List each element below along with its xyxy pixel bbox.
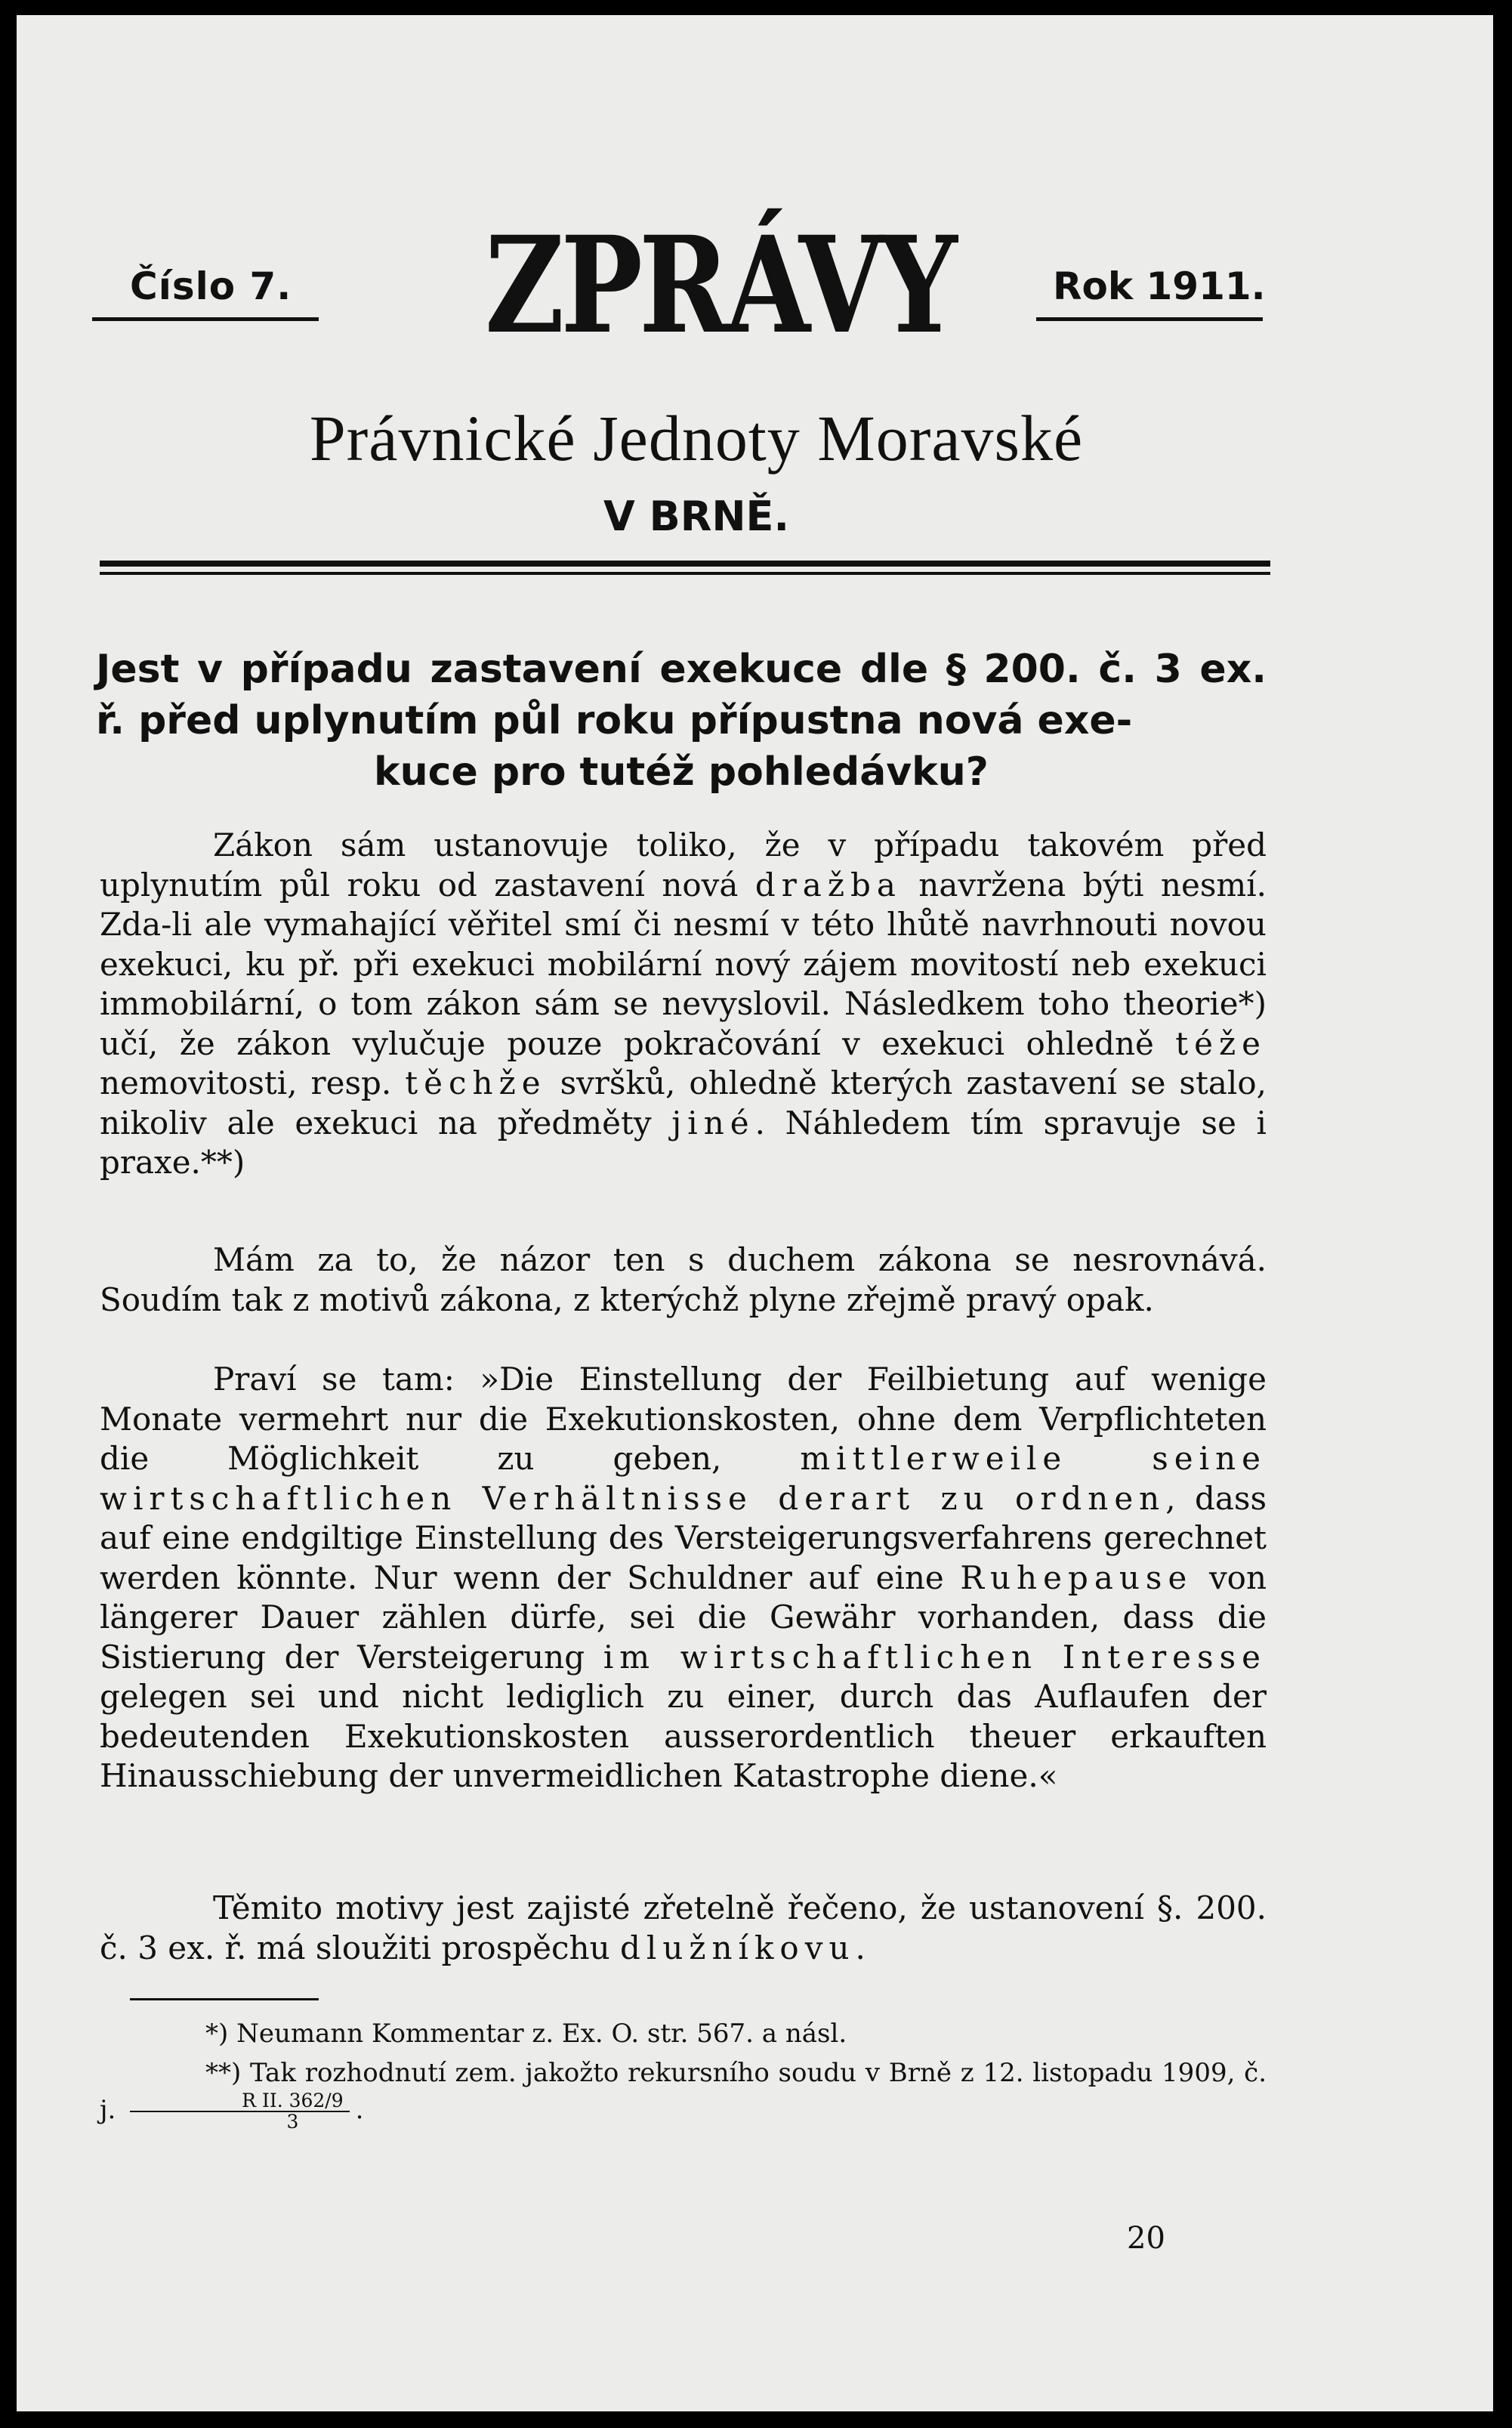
header-divider bbox=[100, 561, 1270, 567]
header-divider-thin bbox=[100, 572, 1270, 575]
publisher-name: Právnické Jednoty Moravské bbox=[309, 402, 1084, 474]
p1-text-b: navržena býti nesmí. Zda-li ale vymahající věřitel smí či nesmí v této lhůtě navrhnouti novou exekuci, ku př. při exekuci mobilární nový zájem movitostí neb exekuci immobilární, o tom zákon sám se nevyslovil. Následkem toho theorie*) učí, že zákon vylučuje pouze pokračování v exekuci ohledně bbox=[100, 866, 1267, 1062]
p1-emphasis-jine: jiné bbox=[671, 1104, 755, 1141]
year-underline bbox=[1036, 317, 1263, 321]
issue-number: Číslo 7. bbox=[130, 264, 292, 308]
article-title-line-2: kuce pro tutéž pohledávku? bbox=[374, 749, 989, 795]
document-page bbox=[17, 15, 1493, 2411]
case-reference-numerator: R II. 362/9 bbox=[130, 2091, 349, 2112]
footnote-1: *) Neumann Kommentar z. Ex. O. str. 567. a násl. bbox=[205, 2019, 847, 2049]
masthead-title: ZPRÁVY bbox=[485, 207, 954, 363]
publisher-city: V BRNĚ. bbox=[603, 493, 789, 540]
p3-text-a: Praví se tam: »Die Einstellung der Feilbietung auf wenige Monate vermehrt nur die Exekutionskosten, ohne dem Verpflichteten die Möglichkeit zu geben, bbox=[100, 1361, 1267, 1477]
p3-emphasis-ruhepause: Ruhepause bbox=[960, 1558, 1193, 1596]
p4-emphasis-dluznikovu: dlužníkovu bbox=[620, 1929, 856, 1966]
p3-emphasis-mittlerweile: mittlerweile seine wirtschaftlichen Verhältnisse derart zu ordnen bbox=[100, 1440, 1267, 1517]
p3-text-c: von längerer Dauer zählen dürfe, sei die Gewähr vorhanden, dass die Sistierung der Versteigerung bbox=[100, 1558, 1267, 1676]
paragraph-3 bbox=[100, 1360, 1267, 1796]
case-reference-fraction bbox=[130, 2091, 349, 2132]
footnote-2-text: **) Tak rozhodnutí zem. jakožto rekursního soudu v Brně z 12. listopadu 1909, č. j. bbox=[100, 2058, 1267, 2125]
issue-year: Rok 1911. bbox=[1053, 264, 1266, 308]
p1-emphasis-techze: těchže bbox=[405, 1064, 547, 1101]
paragraph-2: Mám za to, že názor ten s duchem zákona se nesrovnává. Soudím tak z motivů zákona, z kterýchž plyne zřejmě pravý opak. bbox=[100, 1241, 1267, 1318]
article-title-line-1: Jest v případu zastavení exekuce dle § 200. č. 3 ex. ř. před uplynutím půl roku přípustna nová exe- bbox=[96, 647, 1267, 743]
p1-emphasis-teze: téže bbox=[1175, 1024, 1267, 1062]
article-title bbox=[96, 644, 1267, 798]
p1-text-e: . Náhledem tím spravuje se i praxe.**) bbox=[100, 1104, 1267, 1181]
page-number: 20 bbox=[1127, 2221, 1165, 2256]
p1-text-d: svršků, ohledně kterých zastavení se stalo, nikoliv ale exekuci na předměty bbox=[100, 1064, 1267, 1141]
issue-underline bbox=[92, 317, 319, 321]
p1-emphasis-drazba: dražba bbox=[754, 866, 902, 904]
p1-text-a: Zákon sám ustanovuje toliko, že v případu takovém před uplynutím půl roku od zastavení nová bbox=[100, 826, 1267, 904]
p3-text-d: gelegen sei und nicht lediglich zu einer, durch das Auflaufen der bedeutenden Exekutionskosten ausserordentlich theuer erkauften Hinausschiebung der unvermeidlichen Katastrophe diene.« bbox=[100, 1678, 1267, 1794]
footnote-2 bbox=[100, 2055, 1267, 2132]
footnote-2-end: . bbox=[355, 2095, 364, 2125]
paragraph-4 bbox=[100, 1889, 1267, 1968]
p1-text-c: nemovitosti, resp. bbox=[100, 1064, 392, 1101]
p3-text-b: , dass auf eine endgiltige Einstellung des Versteigerungsverfahrens gerechnet werden könnte. Nur wenn der Schuldner auf eine bbox=[100, 1479, 1267, 1596]
p3-emphasis-interesse: im wirtschaftlichen Interesse bbox=[603, 1638, 1267, 1676]
case-reference-denominator: 3 bbox=[286, 2111, 299, 2133]
footnote-divider bbox=[130, 1998, 319, 2000]
paragraph-1 bbox=[100, 826, 1267, 1183]
p4-text-end: . bbox=[855, 1929, 866, 1966]
p4-text-a: Těmito motivy jest zajisté zřetelně řečeno, že ustanovení §. 200. č. 3 ex. ř. má sloužiti prospěchu bbox=[100, 1889, 1267, 1966]
